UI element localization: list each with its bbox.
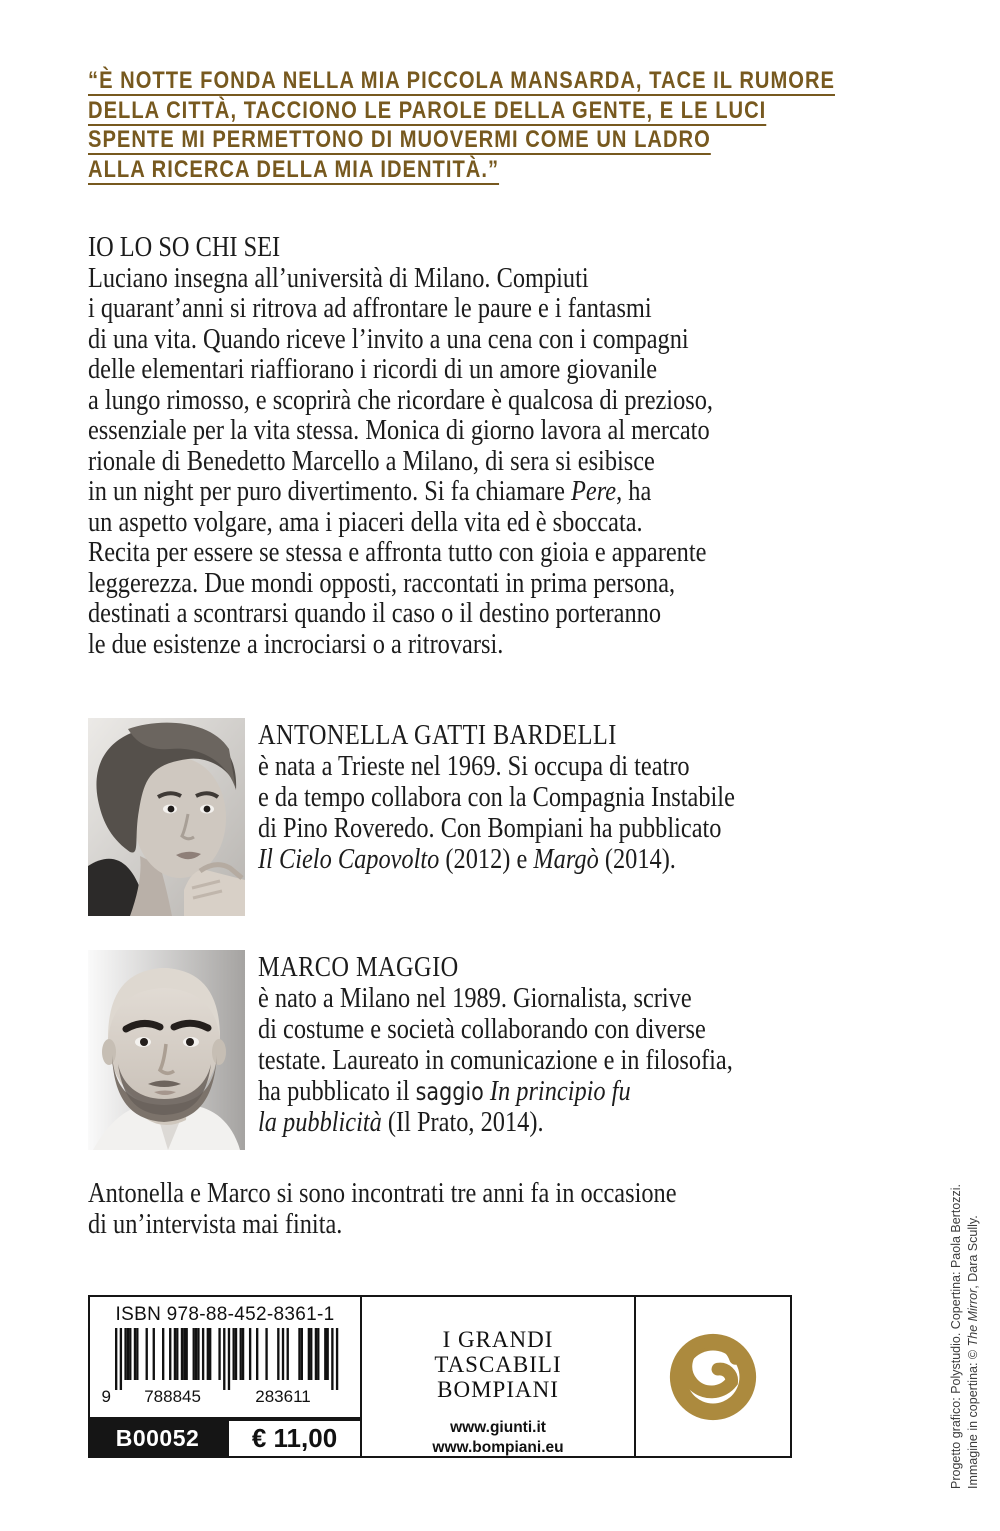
book-title: IO LO SO CHI SEI (88, 231, 281, 263)
isbn-label: ISBN 978-88-452-8361-1 (115, 1304, 335, 1325)
isbn-barcode-box (88, 1295, 362, 1419)
marco-photo (88, 950, 245, 1150)
author-bio-text: è nata a Trieste nel 1969. Si occupa di teatro e da tempo collabora con la Compagnia Instabile di Pino Roveredo. Con Bompiani ha pubblicato Il Cielo Capovolto (2012) e Margò (2014). (258, 750, 735, 875)
publisher-urls (432, 1418, 563, 1458)
publisher-imprint-box (360, 1295, 636, 1458)
imprint-name: I GRANDI TASCABILI BOMPIANI (434, 1327, 562, 1402)
author-name: MARCO MAGGIO (258, 951, 459, 983)
giunti-logo-box (634, 1295, 792, 1458)
synopsis-text: Luciano insegna all’università di Milano. Compiuti i quarant’anni si ritrova ad affrontare le paure e i fantasmi di una vita. Quando riceve l’invito a una cena con i compagni delle elementari riaffiorano i ricordi di un amore giovanile a lungo rimosso, e scoprirà che ricordare è qualcosa di prezioso, essenziale per la vita stessa. Monica di giorno lavora al mercato rionale di Benedetto Marcello a Milano, di sera si esibisce in un night per puro divertimento. Si fa chiamare Pere, ha un aspetto volgare, ama i piaceri della vita ed è sboccata. Recita per essere se stessa e affronta tutto con gioia e apparente leggerezza. Due mondi opposti, raccontati in prima persona, destinati a scontrarsi quando il caso o il destino porteranno le due esistenze a incrociarsi o a ritrovarsi. (88, 261, 714, 660)
antonella-portrait-illustration (88, 718, 245, 916)
author-name: ANTONELLA GATTI BARDELLI (258, 719, 617, 751)
meeting-note: Antonella e Marco si sono incontrati tre anni fa in occasione di un’intervista mai finita. (88, 1177, 677, 1240)
antonella-photo (88, 718, 245, 916)
photo-credits: Immagine in copertina: © The Mirror, Dara Scully. Progetto grafico: Polystudio. Copertina: Paola Bertozzi. (949, 1183, 980, 1489)
svg-text:9: 9 (101, 1387, 111, 1406)
author-bio-marco (258, 952, 823, 1138)
price-label: € 11,00 (227, 1419, 362, 1458)
product-code-badge: B00052 (88, 1419, 227, 1458)
svg-text:283611: 283611 (255, 1387, 311, 1406)
cover-quote: “È NOTTE FONDA NELLA MIA PICCOLA MANSARDA, TACE IL RUMORE DELLA CITTÀ, TACCIONO LE PAROLE DELLA GENTE, E LE LUCI SPENTE MI PERMETTONO DI MUOVERMI COME UN LADRO ALLA RICERCA DELLA MIA IDENTITÀ.” (88, 67, 835, 183)
author-bio-antonella (258, 720, 826, 875)
bompiani-url: www.bompiani.eu (432, 1439, 564, 1456)
author-bio-text: è nato a Milano nel 1989. Giornalista, scrive di costume e società collaborando con diverse testate. Laureato in comunicazione e in filosofia, ha pubblicato il saggio In principio fu la pubblicità (Il Prato, 2014). (258, 982, 733, 1138)
giunti-url: www.giunti.it (450, 1419, 546, 1436)
svg-text:788845: 788845 (144, 1387, 201, 1406)
marco-portrait-illustration (88, 950, 245, 1150)
synopsis (88, 232, 832, 659)
giunti-spiral-icon (664, 1328, 762, 1426)
ean-barcode (90, 1328, 360, 1411)
